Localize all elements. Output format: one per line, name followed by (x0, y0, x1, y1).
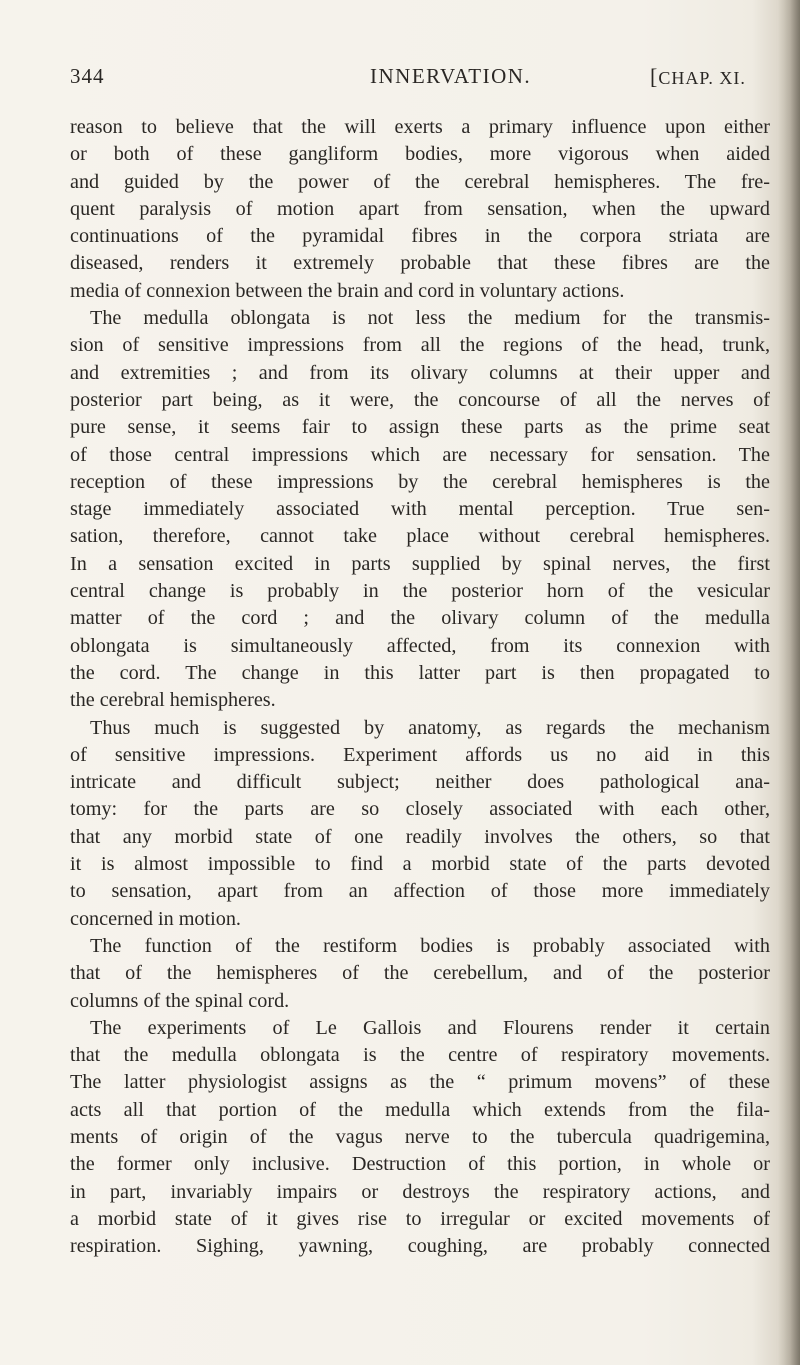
text-line: it is almost impossible to find a morbid state of the parts devoted (70, 853, 770, 876)
text-line: a morbid state of it gives rise to irregular or excited movements of (70, 1207, 770, 1230)
text-line: quent paralysis of motion apart from sensation, when the upward (70, 197, 770, 220)
paragraph-start-line: Thus much is suggested by anatomy, as regards the mechanism (90, 716, 770, 739)
text-line: or both of these gangliform bodies, more vigorous when aided (70, 143, 770, 166)
text-line: In a sensation excited in parts supplied by spinal nerves, the first (70, 552, 770, 575)
page-edge-shadow (778, 0, 800, 1365)
text-line: of sensitive impressions. Experiment affords us no aid in this (70, 743, 770, 766)
text-line: continuations of the pyramidal fibres in the corpora striata are (70, 225, 770, 248)
text-line: media of connexion between the brain and cord in voluntary actions. (70, 279, 625, 302)
body-text (70, 114, 770, 1260)
paragraph-start-line: The function of the restiform bodies is probably associated with (90, 934, 770, 957)
text-line: posterior part being, as it were, the concourse of all the nerves of (70, 388, 770, 411)
text-line: ments of origin of the vagus nerve to the tubercula quadrigemina, (70, 1125, 770, 1148)
running-head (70, 64, 770, 94)
text-line: to sensation, apart from an affection of those more immediately (70, 880, 770, 903)
chapter-reference: [CHAP. XI. (650, 64, 746, 89)
text-line: reception of these impressions by the cerebral hemispheres is the (70, 470, 770, 493)
text-line: and guided by the power of the cerebral hemispheres. The fre- (70, 170, 770, 193)
text-line: that any morbid state of one readily involves the others, so that (70, 825, 770, 848)
chapter-reference-text: CHAP. XI. (658, 68, 746, 88)
text-line: stage immediately associated with mental perception. True sen- (70, 498, 770, 521)
text-line: and extremities ; and from its olivary columns at their upper and (70, 361, 770, 384)
text-line: that the medulla oblongata is the centre of respiratory movements. (70, 1044, 770, 1067)
text-line: central change is probably in the posterior horn of the vesicular (70, 580, 770, 603)
text-line: concerned in motion. (70, 907, 241, 930)
text-line: acts all that portion of the medulla which extends from the fila- (70, 1098, 770, 1121)
paragraph-start-line: The medulla oblongata is not less the medium for the transmis- (90, 307, 770, 330)
text-line: The latter physiologist assigns as the “ primum movens” of these (70, 1071, 770, 1094)
text-line: matter of the cord ; and the olivary column of the medulla (70, 607, 770, 630)
text-line: the cerebral hemispheres. (70, 689, 276, 712)
text-line: respiration. Sighing, yawning, coughing, are probably connected (70, 1235, 770, 1258)
text-line: oblongata is simultaneously affected, from its connexion with (70, 634, 770, 657)
text-line: the cord. The change in this latter part is then propagated to (70, 661, 770, 684)
text-line: columns of the spinal cord. (70, 989, 290, 1012)
text-line: in part, invariably impairs or destroys the respiratory actions, and (70, 1180, 770, 1203)
text-line: diseased, renders it extremely probable that these fibres are the (70, 252, 770, 275)
paragraph-start-line: The experiments of Le Gallois and Flourens render it certain (90, 1016, 770, 1039)
running-title: INNERVATION. (370, 64, 532, 88)
text-line: tomy: for the parts are so closely associated with each other, (70, 798, 770, 821)
text-line: reason to believe that the will exerts a primary influence upon either (70, 116, 770, 138)
text-line: pure sense, it seems fair to assign these parts as the prime seat (70, 416, 770, 439)
text-line: of those central impressions which are necessary for sensation. The (70, 443, 770, 466)
text-line: sation, therefore, cannot take place without cerebral hemispheres. (70, 525, 770, 548)
text-line: the former only inclusive. Destruction of this portion, in whole or (70, 1153, 770, 1176)
text-line: intricate and difficult subject; neither does pathological ana- (70, 771, 770, 794)
text-line: sion of sensitive impressions from all the regions of the head, trunk, (70, 334, 770, 357)
text-line: that of the hemispheres of the cerebellum, and of the posterior (70, 962, 770, 985)
page-number: 344 (70, 64, 105, 88)
